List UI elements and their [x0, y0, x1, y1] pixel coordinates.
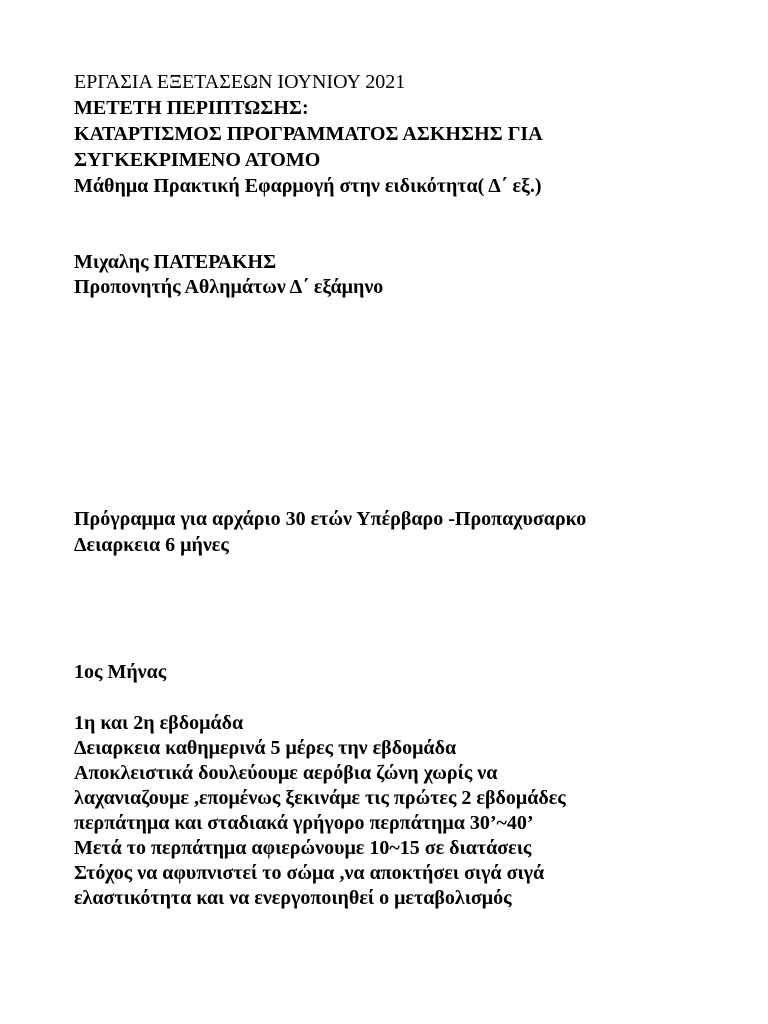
body-line: Αποκλειστικά δουλεύουμε αερόβια ζώνη χωρίς να	[74, 762, 498, 784]
body-line: Δειαρκεια καθημερινά 5 μέρες την εβδομάδα	[74, 737, 457, 759]
weeks-heading: 1η και 2η εβδομάδα	[74, 712, 244, 734]
month-heading: 1ος Μήνας	[74, 661, 167, 683]
body-line: λαχανιαζουμε ,επομένως ξεκινάμε τις πρώτες 2 εβδομάδες	[74, 787, 566, 809]
author-role: Προπονητής Αθλημάτων Δ΄ εξάμηνο	[74, 276, 384, 298]
case-study-heading: ΜΕΤΕΤΗ ΠΕΡΙΠΤΩΣΗΣ:	[74, 97, 309, 119]
program-title: Πρόγραμμα για αρχάριο 30 ετών Υπέρβαρο -Προπαχυσαρκο	[74, 508, 587, 530]
author-name: Μιχαλης ΠΑΤΕΡΑΚΗΣ	[74, 251, 277, 273]
exam-title: ΕΡΓΑΣΙΑ ΕΞΕΤΑΣΕΩΝ ΙΟΥΝΙΟΥ 2021	[74, 71, 406, 93]
body-line: ελαστικότητα και να ενεργοποιηθεί ο μεταβολισμός	[74, 887, 512, 909]
course-name: Μάθημα Πρακτική Εφαρμογή στην ειδικότητα( Δ΄ εξ.)	[74, 175, 542, 197]
topic-line-1: ΚΑΤΑΡΤΙΣΜΟΣ ΠΡΟΓΡΑΜΜΑΤΟΣ ΑΣΚΗΣΗΣ ΓΙΑ	[74, 123, 543, 145]
body-line: Μετά το περπάτημα αφιερώνουμε 10~15 σε διατάσεις	[74, 837, 532, 859]
body-line: περπάτημα και σταδιακά γρήγορο περπάτημα 30’~40’	[74, 812, 534, 834]
topic-line-2: ΣΥΓΚΕΚΡΙΜΕΝΟ ΑΤΟΜΟ	[74, 149, 321, 171]
body-line: Στόχος να αφυπνιστεί το σώμα ,να αποκτήσει σιγά σιγά	[74, 862, 545, 884]
program-duration: Δειαρκεια 6 μήνες	[74, 534, 229, 556]
